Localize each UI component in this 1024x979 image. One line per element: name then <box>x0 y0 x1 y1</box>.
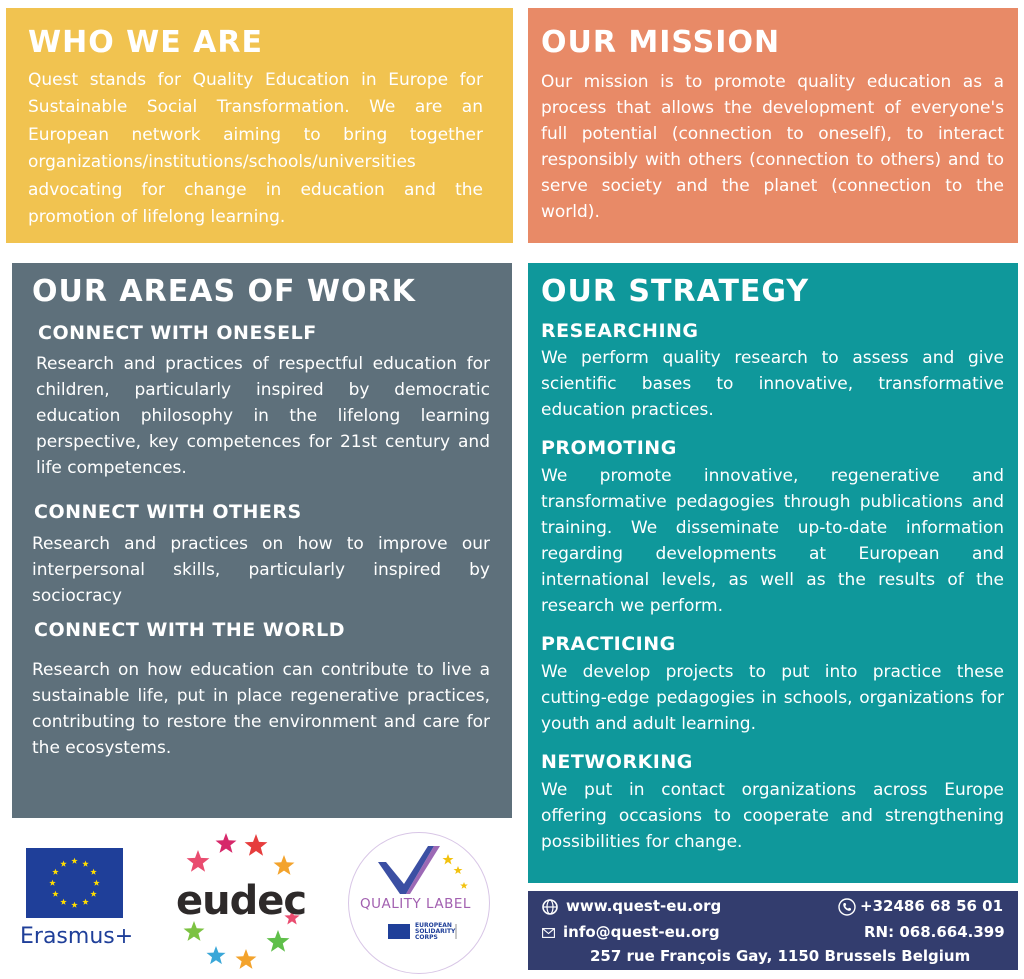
esc-line-2: SOLIDARITY <box>415 928 456 935</box>
eudec-star <box>267 930 290 952</box>
email-link[interactable]: info@quest-eu.org <box>563 923 720 941</box>
strategy-heading: PRACTICING <box>541 633 676 655</box>
rn-number: RN: 068.664.399 <box>864 923 1005 941</box>
eu-star <box>71 858 77 864</box>
strategy-section-practicing <box>541 633 1004 737</box>
area-heading: CONNECT WITH ONESELF <box>38 321 317 344</box>
globe-icon <box>542 899 558 915</box>
quality-label-text: QUALITY LABEL <box>360 896 471 912</box>
address: 257 rue François Gay, 1150 Brussels Belgium <box>590 947 971 965</box>
strategy-body: We put in contact organizations across Europe offering occasions to cooperate and strengthening possibilities for change. <box>541 779 1004 852</box>
eu-star <box>60 861 66 867</box>
phone-row[interactable] <box>838 897 1003 916</box>
area-section-oneself <box>32 322 490 482</box>
eu-star <box>82 899 88 905</box>
strategy-section-researching <box>541 320 1004 424</box>
strategy-section-promoting <box>541 437 1004 619</box>
eu-star <box>49 880 55 886</box>
strategy-body: We perform quality research to assess and give scientific bases to innovative, transformative education practices. <box>541 348 1004 421</box>
eu-star <box>82 861 88 867</box>
strategy-title: OUR STRATEGY <box>541 274 810 309</box>
strategy-heading: RESEARCHING <box>541 319 699 342</box>
area-body: Research and practices of respectful education for children, particularly inspired by democratic education philosophy in the lifelong learning perspective, key competences for 21st century and life competences. <box>36 354 490 479</box>
strategy-body: We develop projects to put into practice these cutting-edge pedagogies in schools, organizations for youth and adult learning. <box>541 661 1004 734</box>
eudec-wordmark: eudec <box>176 878 307 924</box>
area-section-others <box>32 501 490 609</box>
strategy-heading: NETWORKING <box>541 750 693 773</box>
mission-title: OUR MISSION <box>541 25 781 60</box>
eu-star <box>60 899 66 905</box>
who-we-are-title: WHO WE ARE <box>28 25 263 60</box>
areas-title: OUR AREAS OF WORK <box>32 274 416 309</box>
who-we-are-panel <box>6 8 513 243</box>
area-body: Research on how education can contribute to live a sustainable life, put in place regenerative practices, contributing to restore the environment and care for the ecosystems. <box>32 659 490 758</box>
contact-bar <box>528 891 1018 970</box>
eudec-star <box>206 946 225 964</box>
strategy-body: We promote innovative, regenerative and transformative pedagogies through publications and training. We disseminate up-to-date information regarding developments at European and international levels, as well as the results of the research we perform. <box>541 466 1004 616</box>
mail-icon <box>542 928 555 938</box>
areas-of-work-panel <box>12 263 512 818</box>
eudec-star <box>274 855 295 875</box>
eu-star <box>93 880 99 886</box>
eu-star <box>90 869 96 875</box>
eudec-star <box>187 850 210 872</box>
strategy-heading: PROMOTING <box>541 437 677 460</box>
email-row[interactable] <box>542 923 720 941</box>
area-heading: CONNECT WITH OTHERS <box>34 501 302 524</box>
area-section-world <box>32 619 490 761</box>
eudec-star <box>216 833 237 853</box>
who-we-are-body: Quest stands for Quality Education in Europe for Sustainable Social Transformation. We are an European network aiming to bring together organizations/institutions/schools/universities advocating for change in education and the promotion of lifelong learning. <box>28 69 483 227</box>
eu-star <box>71 902 77 908</box>
erasmus-plus-logo: Erasmus+ <box>20 924 134 949</box>
eudec-star <box>236 949 257 969</box>
eu-star <box>52 869 58 875</box>
strategy-panel <box>528 263 1018 883</box>
eu-flag-icon <box>26 848 123 918</box>
eu-star <box>52 891 58 897</box>
esc-line-3: CORPS <box>415 934 438 941</box>
eu-star <box>90 891 96 897</box>
area-heading: CONNECT WITH THE WORLD <box>34 619 345 641</box>
website-row[interactable] <box>542 897 721 915</box>
esc-line-1: EUROPEAN <box>415 922 452 929</box>
phone-icon <box>838 898 856 916</box>
phone-number[interactable]: +32486 68 56 01 <box>860 897 1004 915</box>
mission-body: Our mission is to promote quality education as a process that allows the development of everyone's full potential (connection to oneself), to interact responsibly with others (connection to others) and to serve society and the planet (connection to the world). <box>541 71 1004 222</box>
strategy-section-networking <box>541 751 1004 855</box>
eudec-star <box>245 834 268 856</box>
mission-panel <box>528 8 1018 243</box>
website-link[interactable]: www.quest-eu.org <box>566 897 722 915</box>
area-body: Research and practices on how to improve our interpersonal skills, particularly inspired by sociocracy <box>32 534 490 606</box>
